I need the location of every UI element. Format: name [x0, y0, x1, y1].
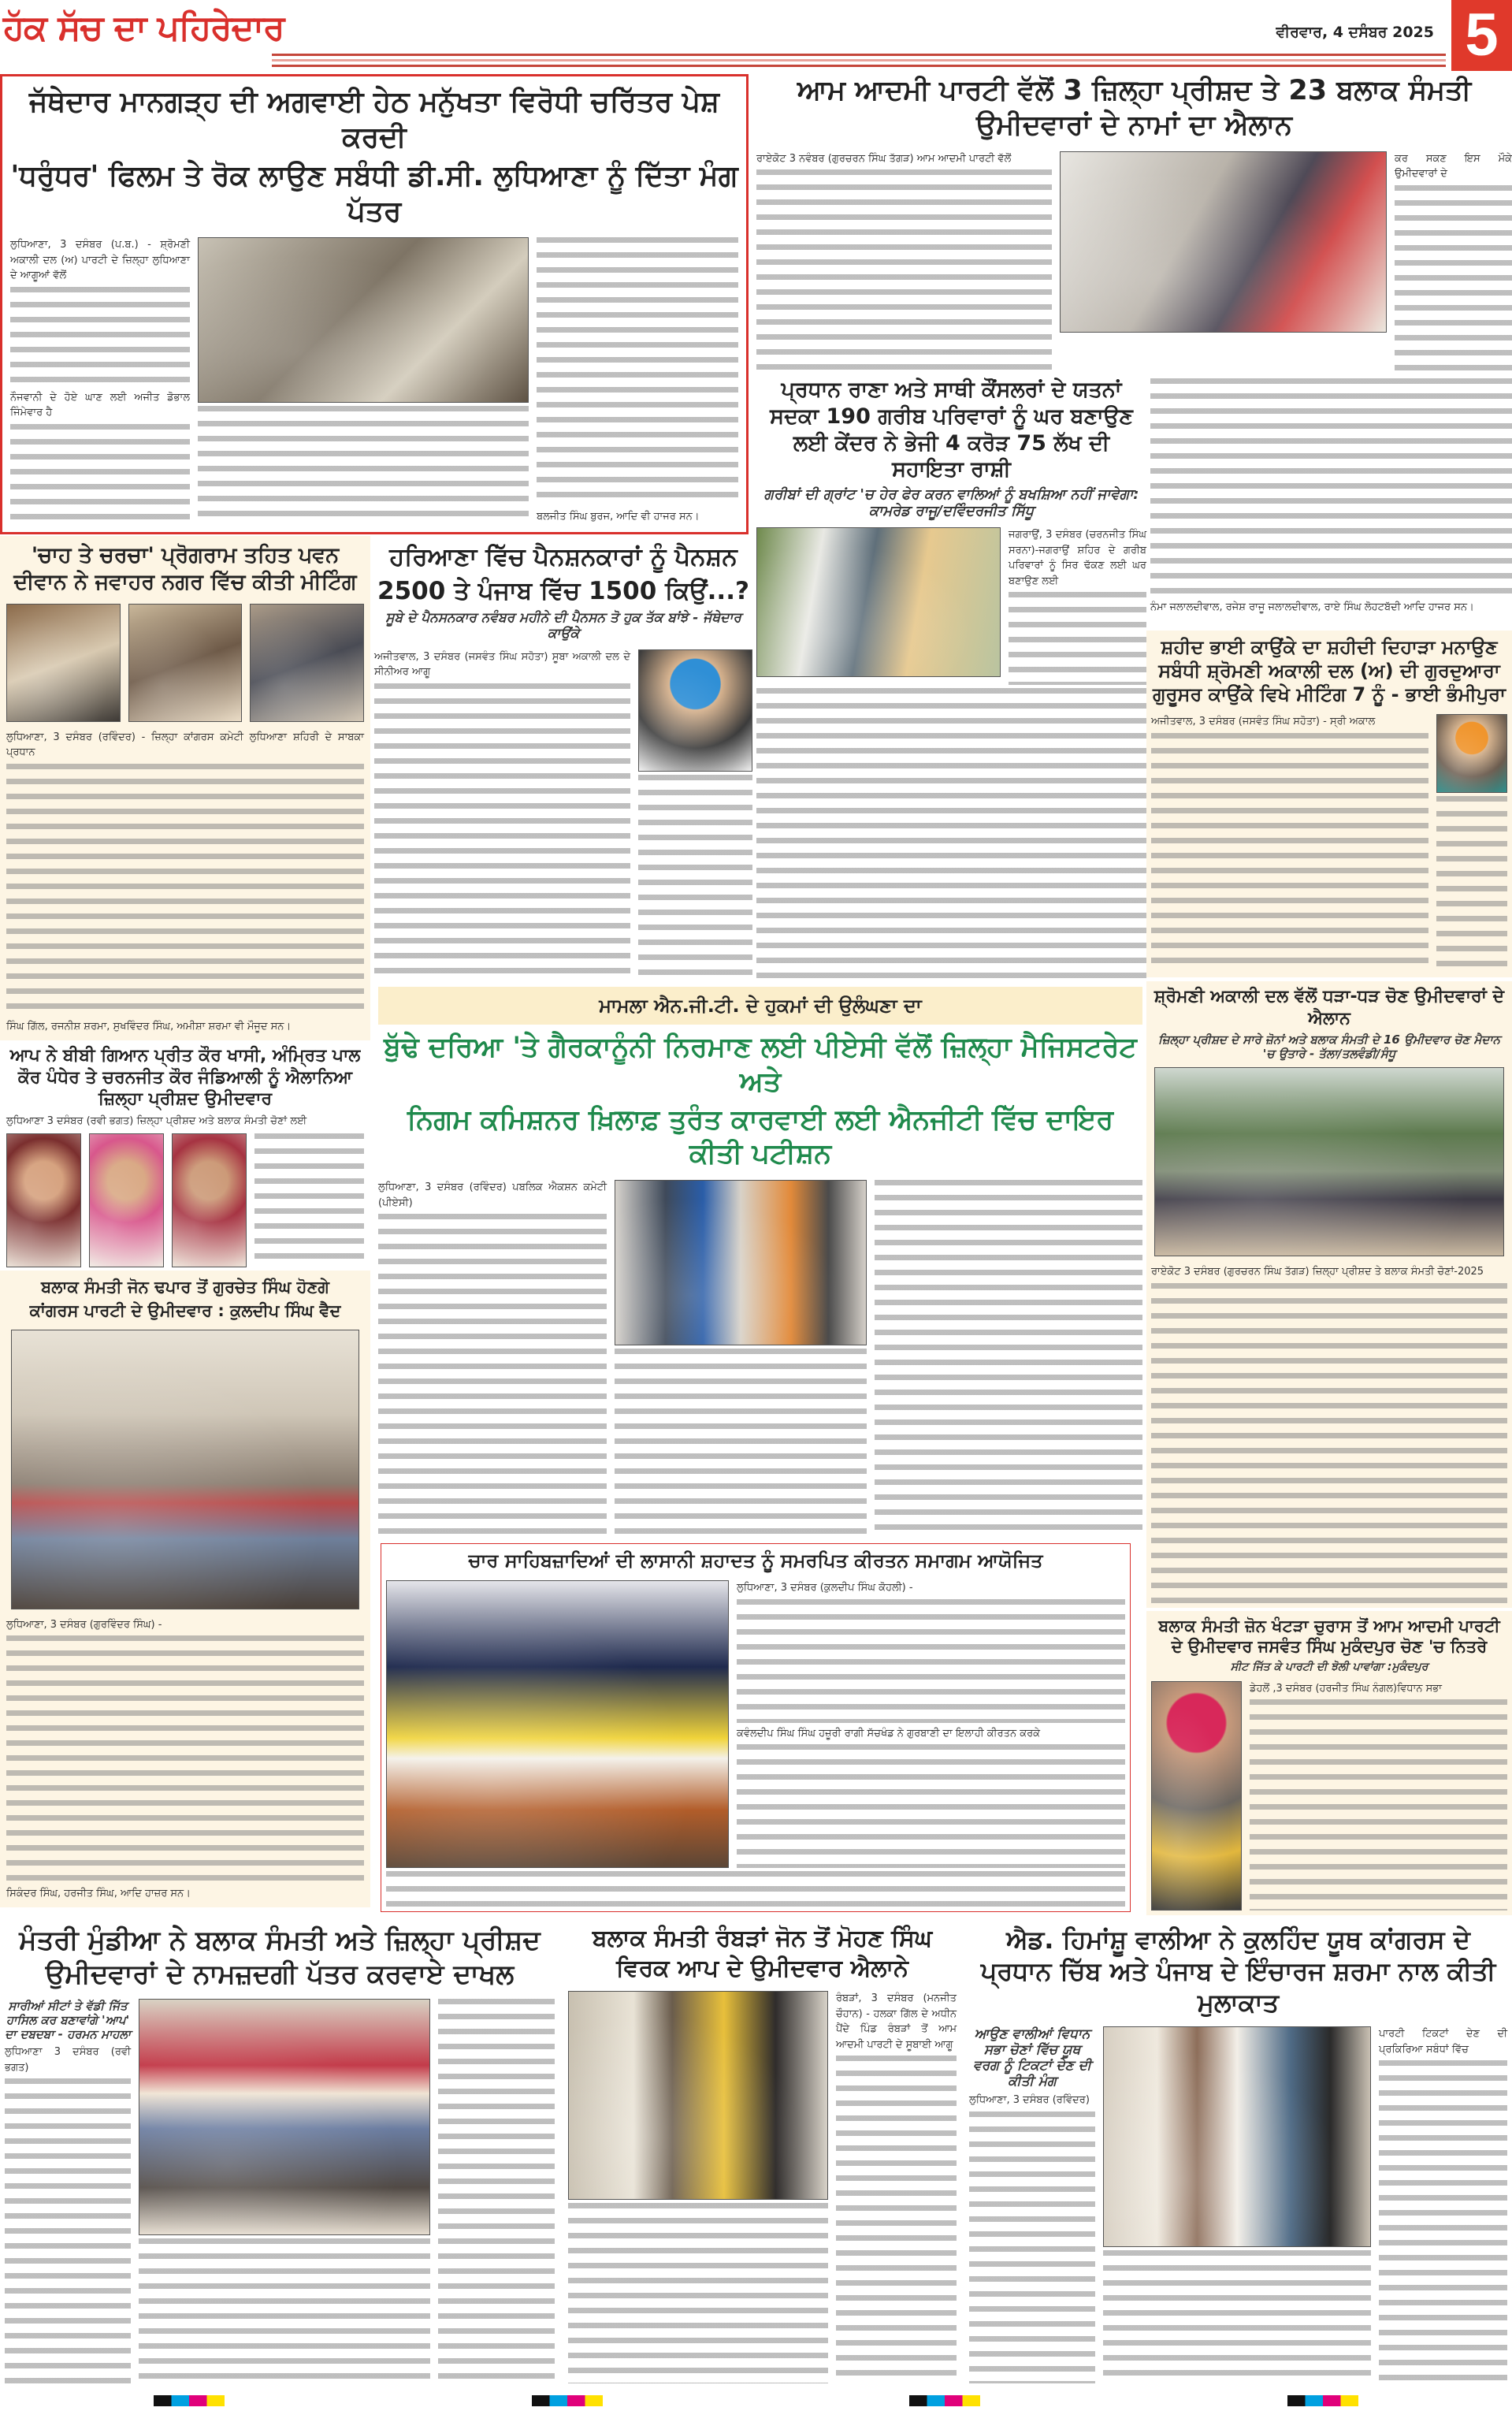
news-photo-councillors [756, 527, 1001, 677]
headline: ਸ਼੍ਰੋਮਣੀ ਅਕਾਲੀ ਦਲ ਵੱਲੋਂ ਧੜਾ-ਧੜ ਚੋਣ ਉਮੀਦਵਾਰਾਂ ਦੇ ਐਲਾਨ [1154, 987, 1505, 1029]
candidate-portrait [172, 1133, 247, 1267]
news-photo-pac-members [615, 1180, 867, 1345]
headline: 'ਚਾਹ ਤੇ ਚਰਚਾ' ਪ੍ਰੋਗਰਾਮ ਤਹਿਤ ਪਵਨ ਦੀਵਾਨ ਨੇ ਜਵਾਹਰ ਨਗਰ ਵਿੱਚ ਕੀਤੀ ਮੀਟਿੰਗ [13, 543, 357, 594]
article-kirtan-samagam [381, 1543, 1131, 1912]
article-text [638, 775, 752, 980]
article-body: ਲੁਧਿਆਣਾ, 3 ਦਸੰਬਰ (ਰਵਿੰਦਰ) [969, 2094, 1090, 2106]
masthead-rule [272, 59, 1446, 61]
article-text [615, 1349, 867, 1539]
headline: ਪ੍ਰਧਾਨ ਰਾਣਾ ਅਤੇ ਸਾਥੀ ਕੌਂਸਲਰਾਂ ਦੇ ਯਤਨਾਂ ਸਦਕਾ 190 ਗਰੀਬ ਪਰਿਵਾਰਾਂ ਨੂੰ ਘਰ ਬਣਾਉਣ ਲਈ ਕੇਂਦਰ ਨੇ ਭੇਜੀ 4 ਕਰੋੜ 75 ਲੱਖ ਦੀ ਸਹਾਇਤਾ ਰਾਸ਼ੀ [770, 378, 1133, 482]
article-body: ਲੁਧਿਆਣਾ, 3 ਦਸੰਬਰ (ਰਵਿੰਦਰ) - ਜ਼ਿਲ੍ਹਾ ਕਾਂਗਰਸ ਕਮੇਟੀ ਲੁਧਿਆਣਾ ਸ਼ਹਿਰੀ ਦੇ ਸਾਬਕਾ ਪ੍ਰਧਾਨ [6, 731, 364, 758]
article-text [568, 2203, 828, 2383]
article-text [737, 1599, 1125, 1723]
news-photo-kirtan [386, 1580, 729, 1868]
article-text [875, 1180, 1142, 1539]
news-photo-meeting [128, 604, 243, 722]
portrait-photo [638, 649, 752, 772]
headline: ਬਲਾਕ ਸੰਮਤੀ ਜੋਨ ਢਪਾਰ ਤੋਂ ਗੁਰਚੇਤ ਸਿੰਘ ਹੋਣਗੇ [41, 1278, 329, 1297]
headline: ਚਾਰ ਸਾਹਿਬਜ਼ਾਦਿਆਂ ਦੀ ਲਾਸਾਨੀ ਸ਼ਹਾਦਤ ਨੂੰ ਸਮਰਪਿਤ ਕੀਰਤਨ ਸਮਾਗਮ ਆਯੋਜਿਤ [468, 1550, 1043, 1572]
article-body: ਲੁਧਿਆਣਾ, 3 ਦਸੰਬਰ (ਗੁਰਵਿੰਦਰ ਸਿੰਘ) - [6, 1618, 162, 1631]
article-text [836, 2056, 957, 2383]
headline: 'ਧਰੁੰਧਰ' ਫਿਲਮ ਤੇ ਰੋਕ ਲਾਉਣ ਸਬੰਧੀ ਡੀ.ਸੀ. ਲੁਧਿਆਣਾ ਨੂੰ ਦਿੱਤਾ ਮੰਗ ਪੱਤਰ [10, 160, 738, 228]
headline: ਸ਼ਹੀਦ ਭਾਈ ਕਾਉਂਕੇ ਦਾ ਸ਼ਹੀਦੀ ਦਿਹਾੜਾ ਮਨਾਉਣ ਸਬੰਧੀ ਸ਼੍ਰੋਮਣੀ ਅਕਾਲੀ ਦਲ (ਅ) ਦੀ ਗੁਰਦੁਆਰਾ ਗੁਰੂਸਰ ਕਾਉਂਕੇ ਵਿਖੇ ਮੀਟਿੰਗ 7 ਨੂੰ - ਭਾਈ ਭੰਮੀਪੁਰਾ [1152, 636, 1506, 705]
headline: ਜੱਥੇਦਾਰ ਮਾਨਗੜ੍ਹ ਦੀ ਅਗਵਾਈ ਹੇਠ ਮਨੁੱਖਤਾ ਵਿਰੋਧੀ ਚਰਿੱਤਰ ਪੇਸ਼ ਕਰਦੀ [29, 86, 719, 154]
article-text [1436, 796, 1507, 973]
pull-quote: ਸਾਰੀਆਂ ਸੀਟਾਂ ਤੇ ਵੱਡੀ ਜਿੱਤ ਹਾਸਿਲ ਕਰ ਬਣਾਵਾਂਗੇ 'ਆਪ' ਦਾ ਦਬਦਬਾ - ਹਰਮਨ ਮਾਹਲਾ [5, 1999, 131, 2041]
article-text [378, 1214, 607, 1539]
article-shaheed-kaunke [1146, 631, 1512, 977]
article-ngt-petition [378, 987, 1142, 1539]
headline: ਮੰਤਰੀ ਮੁੰਡੀਆ ਨੇ ਬਲਾਕ ਸੰਮਤੀ ਅਤੇ ਜ਼ਿਲ੍ਹਾ ਪ੍ਰੀਸ਼ਦ ਉਮੀਦਵਾਰਾਂ ਦੇ ਨਾਮਜ਼ਦਗੀ ਪੱਤਰ ਕਰਵਾਏ ਦਾਖਲ [19, 1925, 541, 1990]
headline: ਬਲਾਕ ਸੰਮਤੀ ਰੰਬੜਾਂ ਜੋਨ ਤੋਂ ਮੋਹਣ ਸਿੰਘ ਵਿਰਕ ਆਪ ਦੇ ਉਮੀਦਵਾਰ ਐਲਾਨੇ [592, 1925, 933, 1982]
news-photo-meeting [6, 604, 121, 722]
article-text [5, 2078, 131, 2383]
article-body: ਕਰ ਸਕਣ ਇਸ ਮੌਕੇ ਉਮੀਦਵਾਰਾਂ ਦੇ [1395, 152, 1512, 180]
article-dhurandhar-film [0, 74, 749, 534]
pull-quote: ਆਉਣ ਵਾਲੀਆਂ ਵਿਧਾਨ ਸਭਾ ਚੋਣਾਂ ਵਿੱਚ ਯੂਥ ਵਰਗ ਨੂੰ ਟਿਕਟਾਂ ਦੇਣ ਦੀ ਕੀਤੀ ਮੰਗ [972, 2026, 1092, 2089]
article-text [756, 169, 1052, 374]
article-body: ਲੁਧਿਆਣਾ, 3 ਦਸੰਬਰ (ਕੁਲਦੀਪ ਸਿੰਘ ਕੋਹਲੀ) - [737, 1582, 913, 1594]
article-text [254, 1133, 364, 1267]
article-text [1151, 1283, 1507, 1604]
article-body: ਅਜੀਤਵਾਲ, 3 ਦਸੰਬਰ (ਜਸਵੰਤ ਸਿੰਘ ਸਹੋਤਾ) ਸੂਬਾ ਅਕਾਲੀ ਦਲ ਦੇ ਸੀਨੀਅਰ ਆਗੂ [374, 650, 630, 678]
masthead-rule [272, 54, 1446, 56]
article-text [386, 1871, 1125, 1907]
news-photo-delegation [198, 237, 529, 403]
headline: ਨਿਗਮ ਕਮਿਸ਼ਨਰ ਖ਼ਿਲਾਫ਼ ਤੁਰੰਤ ਕਾਰਵਾਈ ਲਈ ਐਨਜੀਟੀ ਵਿੱਚ ਦਾਇਰ ਕੀਤੀ ਪਟੀਸ਼ਨ [407, 1103, 1114, 1170]
headline: ਹਰਿਆਣਾ ਵਿੱਚ ਪੈਨਸ਼ਨਕਾਰਾਂ ਨੂੰ ਪੈਨਸ਼ਨ [389, 543, 737, 571]
article-body: ਅਜੀਤਵਾਲ, 3 ਦਸੰਬਰ (ਜਸਵੰਤ ਸਿੰਘ ਸਹੋਤਾ) - ਸ੍ਰੀ ਅਕਾਲ [1151, 716, 1376, 727]
article-text [1250, 1699, 1507, 1911]
subheadline: ਗਰੀਬਾਂ ਦੀ ਗ੍ਰਾਂਟ 'ਚ ਹੇਰ ਫੇਰ ਕਰਨ ਵਾਲਿਆਂ ਨੂੰ ਬਖਸ਼ਿਆ ਨਹੀਂ ਜਾਵੇਗਾ: ਕਾਮਰੇਡ ਰਾਜੂ/ਦਵਿੰਦਰਜੀਤ ਸਿੱਧੂ [763, 486, 1139, 519]
color-registration-marks [532, 2395, 603, 2406]
news-photo-nominations [139, 1999, 430, 2235]
article-body: ਨੰਮਾ ਜਲਾਲਦੀਵਾਲ, ਰਜੇਸ਼ ਰਾਜੂ ਜਲਾਲਦੀਵਾਲ, ਰਾਏ ਸਿੰਘ ਲੋਹਟਬੱਦੀ ਆਦਿ ਹਾਜਰ ਸਨ। [1150, 601, 1474, 613]
article-pension [374, 542, 752, 980]
headline: ਬਲਾਕ ਸੰਮਤੀ ਜ਼ੋਨ ਖੰਟੜਾ ਚੁਰਾਸ ਤੋਂ ਆਮ ਆਦਮੀ ਪਾਰਟੀ ਦੇ ਉਮੀਦਵਾਰ ਜਸਵੰਤ ਸਿੰਘ ਮੁਕੰਦਪੁਰ ਚੋਣ 'ਚ ਨਿਤਰੇ [1158, 1617, 1500, 1657]
article-text [6, 1635, 364, 1883]
article-himanshu-walia [964, 1919, 1512, 2388]
article-text [139, 2238, 430, 2383]
article-aap-candidates [756, 74, 1512, 374]
headline: ਐਡ. ਹਿਮਾਂਸ਼ੂ ਵਾਲੀਆ ਨੇ ਕੁਲਹਿੰਦ ਯੂਥ ਕਾਂਗਰਸ ਦੇ ਪ੍ਰਧਾਨ ਚਿੱਬ ਅਤੇ ਪੰਜਾਬ ਦੇ ਇੰਚਾਰਜ ਸ਼ਰਮਾ ਨਾਲ ਕੀਤੀ ਮੁਲਾਕਾਤ [980, 1925, 1496, 2018]
article-body: ਰਾਏਕੋਟ 3 ਦਸੰਬਰ (ਗੁਰਚਰਨ ਸਿੰਘ ਤੱਗੜ) ਜ਼ਿਲ੍ਹਾ ਪ੍ਰੀਸ਼ਦ ਤੇ ਬਲਾਕ ਸੰਮਤੀ ਚੋਣਾਂ-2025 [1151, 1266, 1484, 1278]
article-body: ਲੁਧਿਆਣਾ, 3 ਦਸੰਬਰ (ਰਵਿੰਦਰ) ਪਬਲਿਕ ਐਕਸ਼ਨ ਕਮੇਟੀ (ਪੀਏਸੀ) [378, 1181, 607, 1209]
kicker-band: ਮਾਮਲਾ ਐਨ.ਜੀ.ਟੀ. ਦੇ ਹੁਕਮਾਂ ਦੀ ਉਲੰਘਣਾ ਦਾ [378, 987, 1142, 1025]
print-registration-strip [0, 2391, 1512, 2411]
article-body: ਡੇਹਲੋਂ ,3 ਦਸੰਬਰ (ਹਰਜੀਤ ਸਿੰਘ ਨੰਗਲ)ਵਿਧਾਨ ਸਭਾ [1250, 1682, 1442, 1695]
article-housing-grant [756, 377, 1146, 980]
subheadline: ਜ਼ਿਲ੍ਹਾ ਪ੍ਰੀਸ਼ਦ ਦੇ ਸਾਰੇ ਜ਼ੋਨਾਂ ਅਤੇ ਬਲਾਕ ਸੰਮਤੀ ਦੇ 16 ਉਮੀਦਵਾਰ ਚੋਣ ਮੈਦਾਨ 'ਚ ਉਤਾਰੇ - ਤੱਲਾ/ਤਲਵੰਡੀ/ਸੰਧੂ [1157, 1032, 1501, 1061]
headline: ਬੁੱਢੇ ਦਰਿਆ 'ਤੇ ਗੈਰਕਾਨੂੰਨੀ ਨਿਰਮਾਣ ਲਈ ਪੀਏਸੀ ਵੱਲੋਂ ਜ਼ਿਲ੍ਹਾ ਮੈਜਿਸਟਰੇਟ ਅਤੇ [384, 1032, 1137, 1098]
article-text [1150, 378, 1512, 597]
candidate-portrait [1151, 1681, 1242, 1911]
article-text [1395, 185, 1512, 374]
article-text [537, 237, 738, 506]
logo[interactable]: ਹੱਕ ਸੱਚ ਦਾ ਪਹਿਰੇਦਾਰ [3, 8, 284, 48]
article-body: ਰਾਏਕੋਟ 3 ਨਵੰਬਰ (ਗੁਰਚਰਨ ਸਿੰਘ ਤੱਗੜ) ਆਮ ਆਦਮੀ ਪਾਰਟੀ ਵੱਲੋਂ [756, 152, 1012, 165]
article-body: ਕਵੰਲਦੀਪ ਸਿੰਘ ਸਿੰਘ ਹਜ਼ੂਰੀ ਰਾਗੀ ਸੱਚਖੰਡ ਨੇ ਗੁਰਬਾਣੀ ਦਾ ਇਲਾਹੀ ਕੀਰਤਨ ਕਰਕੇ [737, 1727, 1041, 1739]
article-body: ਰੰਬੜਾਂ, 3 ਦਸੰਬਰ (ਮਨਜੀਤ ਚੌਹਾਨ) - ਹਲਕਾ ਗਿੱਲ ਦੇ ਅਧੀਨ ਪੈਂਦੇ ਪਿੰਡ ਰੰਬੜਾਂ ਤੋਂ ਆਮ ਆਦਮੀ ਪਾਰਟੀ ਦੇ ਸੂਬਾਈ ਆਗੂ [836, 1992, 957, 2051]
color-registration-marks [1287, 2395, 1358, 2406]
article-dhappar-zone [0, 1271, 370, 1907]
news-photo-candidate [568, 1991, 828, 2200]
news-photo-akali-rally [1154, 1067, 1504, 1256]
news-photo-meeting [250, 604, 364, 722]
article-text [198, 406, 529, 524]
masthead-rule [272, 65, 1446, 67]
headline: ਆਪ ਨੇ ਬੀਬੀ ਗਿਆਨ ਪ੍ਰੀਤ ਕੌਰ ਖਾਸੀ, ਅੰਮ੍ਰਿਤ ਪਾਲ ਕੌਰ ਪੰਧੇਰ ਤੇ ਚਰਨਜੀਤ ਕੌਰ ਜੰਡਿਆਲੀ ਨੂੰ ਐਲਾਨਿਆ ਜ਼ਿਲ੍ਹਾ ਪ੍ਰੀਸ਼ਦ ਉਮੀਦਵਾਰ [9, 1046, 361, 1109]
candidate-portrait [6, 1133, 81, 1267]
article-body: ਲੁਧਿਆਣਾ 3 ਦਸੰਬਰ (ਰਵੀ ਭਗਤ) [5, 2046, 131, 2074]
article-text [969, 2111, 1095, 2384]
article-text [737, 1744, 1125, 1868]
article-chah-charcha [0, 536, 370, 1040]
subheadline: ਸੂਬੇ ਦੇ ਪੈਨਸਨਕਾਰ ਨਵੰਬਰ ਮਹੀਨੇ ਦੀ ਪੈਨਸਨ ਤੋ ਹੁਕ ਤੱਕ ਬਾਂਝੇ - ਜੱਥੇਦਾਰ ਕਾਉਂਕੇ [385, 609, 741, 642]
subheadline: ਸੀਟ ਜਿੱਤ ਕੇ ਪਾਰਟੀ ਦੀ ਝੋਲੀ ਪਾਵਾਂਗਾ :ਮੁਕੰਦਪੁਰ [1230, 1660, 1428, 1673]
article-text [438, 1999, 555, 2383]
article-text [1009, 592, 1146, 685]
article-body: ਬਲਜੀਤ ਸਿੰਘ ਬੁਰਜ, ਆਦਿ ਵੀ ਹਾਜਰ ਸਨ। [537, 510, 700, 523]
article-aap-candidates-continued [1150, 378, 1512, 615]
color-registration-marks [909, 2395, 980, 2406]
news-photo-group [11, 1330, 359, 1609]
news-photo-aap-meeting [1060, 151, 1387, 333]
article-body: ਪਾਰਟੀ ਟਿਕਟਾਂ ਦੇਣ ਦੀ ਪ੍ਰਕਿਰਿਆ ਸਬੰਧਾਂ ਵਿੱਚ [1379, 2028, 1507, 2056]
article-body: ਜਗਰਾਉਂ, 3 ਦਸੰਬਰ (ਚਰਨਜੀਤ ਸਿੰਘ ਸਰਨਾ)-ਜਗਰਾਉਂ ਸ਼ਹਿਰ ਦੇ ਗਰੀਬ ਪਰਿਵਾਰਾਂ ਨੂੰ ਸਿਰ ਢੱਕਣ ਲਈ ਘਰ ਬਣਾਉਣ ਲਈ [1009, 529, 1146, 587]
color-registration-marks [154, 2395, 225, 2406]
article-text [10, 287, 190, 387]
portrait-photo [1436, 714, 1507, 793]
article-body: ਲੁਧਿਆਣਾ 3 ਦਸੰਬਰ (ਰਵੀ ਭਗਤ) ਜ਼ਿਲ੍ਹਾ ਪ੍ਰੀਸ਼ਦ ਅਤੇ ਬਲਾਕ ਸੰਮਤੀ ਚੋਣਾਂ ਲਈ [6, 1114, 307, 1127]
article-body: ਸਿੰਘ ਗਿੱਲ, ਰਜਨੀਸ਼ ਸ਼ਰਮਾ, ਸੁਖਵਿੰਦਰ ਸਿੰਘ, ਅਮੀਸ਼ਾ ਸ਼ਰਮਾ ਵੀ ਮੌਜੂਦ ਸਨ। [6, 1020, 292, 1032]
article-body: ਨੌਜਵਾਨੀ ਦੇ ਹੋਏ ਘਾਣ ਲਈ ਅਜੀਤ ਡੋਭਾਲ ਜਿੰਮੇਵਾਰ ਹੈ [10, 391, 190, 419]
article-akali-candidates [1146, 981, 1512, 1608]
headline: ਆਮ ਆਦਮੀ ਪਾਰਟੀ ਵੱਲੋਂ 3 ਜ਼ਿਲ੍ਹਾ ਪ੍ਰੀਸ਼ਦ ਤੇ 23 ਬਲਾਕ ਸੰਮਤੀ ਉਮੀਦਵਾਰਾਂ ਦੇ ਨਾਮਾਂ ਦਾ ਐਲਾਨ [797, 75, 1472, 141]
headline: ਕਾਂਗਰਸ ਪਾਰਟੀ ਦੇ ਉਮੀਦਵਾਰ : ਕੁਲਦੀਪ ਸਿੰਘ ਵੈਦ [29, 1301, 341, 1321]
article-text [374, 683, 630, 980]
article-text [1151, 733, 1428, 973]
news-photo-meeting [1103, 2026, 1371, 2247]
issue-date: ਵੀਰਵਾਰ, 4 ਦਸੰਬਰ 2025 [1272, 24, 1437, 41]
article-aap-women-candidates [0, 1045, 370, 1267]
article-text [756, 688, 1146, 980]
article-mundian-nominations [0, 1919, 559, 2388]
article-text [1379, 2060, 1507, 2383]
article-text [6, 764, 364, 1016]
headline: 2500 ਤੇ ਪੰਜਾਬ ਵਿੱਚ 1500 ਕਿਉਂ...? [377, 576, 749, 605]
article-body: ਲੁਧਿਆਣਾ, 3 ਦਸੰਬਰ (ਪ.ਬ.) - ਸ਼੍ਰੋਮਣੀ ਅਕਾਲੀ ਦਲ (ਅ) ਪਾਰਟੀ ਦੇ ਜ਼ਿਲ੍ਹਾ ਲੁਧਿਆਣਾ ਦੇ ਆਗੂਆਂ ਵੱਲੋਂ [10, 239, 190, 281]
article-mukandpur [1146, 1611, 1512, 1915]
article-body: ਸਿਕੰਦਰ ਸਿੰਘ, ਹਰਜੀਤ ਸਿੰਘ, ਆਦਿ ਹਾਜ਼ਰ ਸਨ। [6, 1887, 191, 1899]
candidate-portrait [89, 1133, 164, 1267]
article-rambran-candidate [563, 1919, 961, 2388]
article-text [1103, 2250, 1371, 2383]
page-number: 5 [1451, 0, 1512, 71]
article-text [10, 424, 190, 524]
